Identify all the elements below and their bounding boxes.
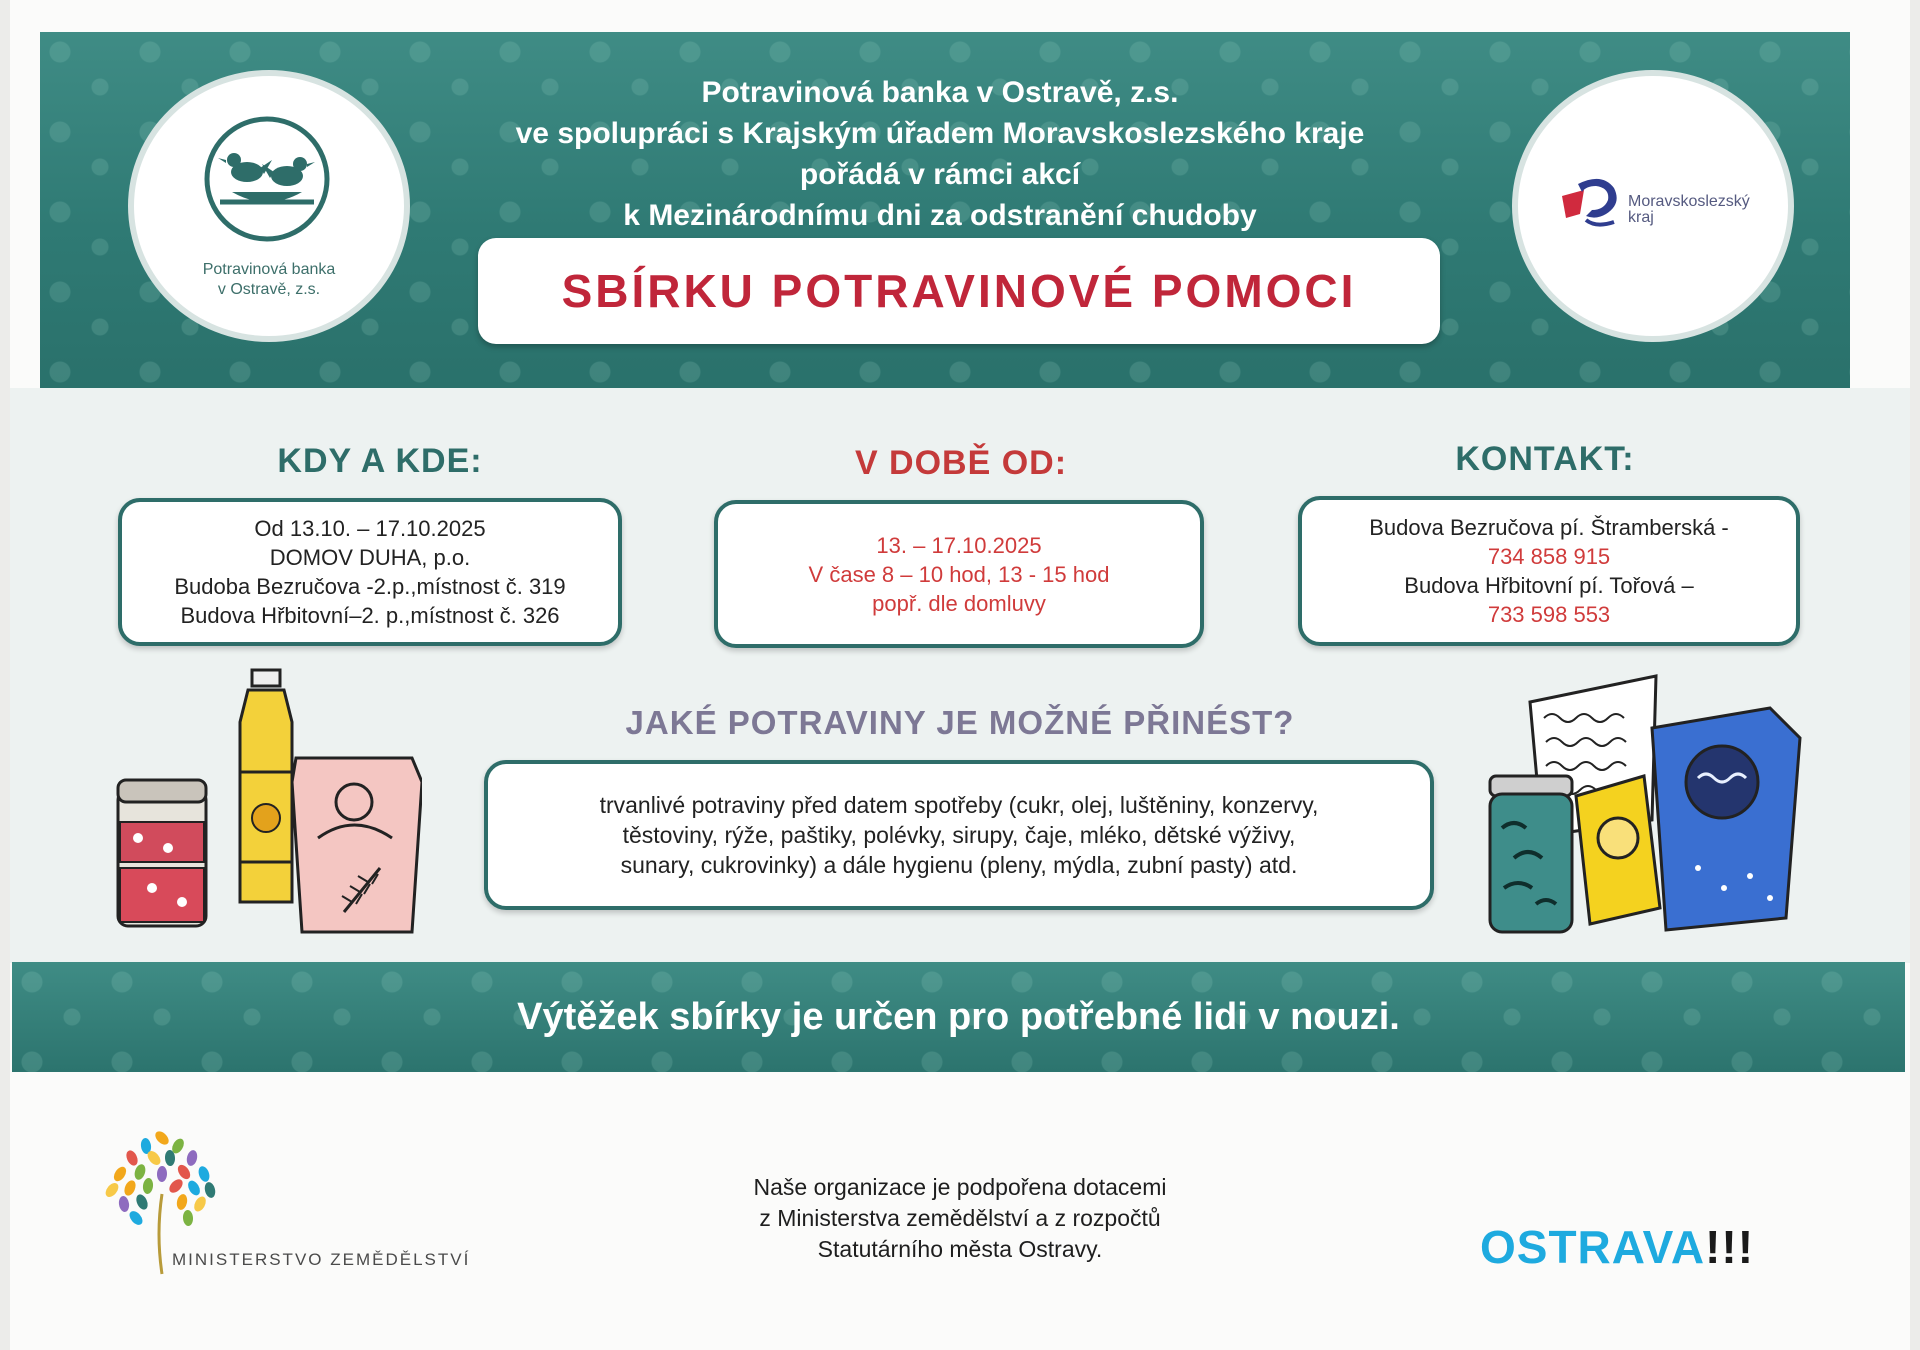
tree-leaf [118,1195,130,1212]
tree-leaf [175,1193,188,1211]
tree-leaf [157,1166,168,1182]
tree-leaf [186,1179,203,1198]
tree-leaf [111,1165,128,1184]
groceries-right-illustration [1484,668,1804,940]
contact-1-phone: 734 858 915 [1487,544,1611,569]
flour-bag-icon [292,758,422,932]
region-name-line-2: kraj [1628,209,1654,226]
time-hours: V čase 8 – 10 hod, 13 - 15 hod [808,561,1110,587]
bean-jar-icon [118,780,206,926]
region-logo-text [1628,194,1750,226]
accepted-food-line-2: těstoviny, rýže, paštiky, polévky, sirupy, čaje, mléko, dětské výživy, [622,822,1296,848]
title-box [478,238,1440,344]
food-bank-caption [134,260,404,300]
food-bank-caption-line-2: v Ostravě, z.s. [217,281,321,298]
region-name-line-1: Moravskoslezský [1628,193,1750,210]
organizer-line: Potravinová banka v Ostravě, z.s. [701,76,1179,109]
kontakt-box [1298,496,1800,646]
funding-note [640,1172,1280,1265]
purpose-band [12,962,1905,1072]
event-line: pořádá v rámci akcí [799,158,1081,191]
contact-1-name: Budova Bezručova pí. Štramberská - [1369,515,1729,540]
tree-leaf [197,1165,212,1183]
header-text [440,72,1440,236]
tree-leaf [185,1149,198,1167]
cookie-box-icon [1576,776,1660,924]
ostrava-exclamations: !!! [1705,1221,1755,1273]
groceries-left-illustration [112,662,422,942]
funding-line-2: z Ministerstva zemědělství a z rozpočtů [759,1205,1161,1231]
cooperation-line: ve spolupráci s Krajským úřadem Moravskoslezského kraje [515,117,1365,150]
tree-leaf [103,1181,121,1200]
time-dates: 13. – 17.10.2025 [876,532,1042,558]
time-note: popř. dle domluvy [872,590,1046,616]
food-bank-caption-line-1: Potravinová banka [202,261,336,278]
funding-line-1: Naše organizace je podpořena dotacemi [753,1174,1167,1200]
tree-leaf [142,1177,154,1194]
ostrava-word: OSTRAVA [1480,1221,1706,1273]
date-range: Od 13.10. – 17.10.2025 [254,516,486,541]
accepted-food-line-1: trvanlivé potraviny před datem spotřeby (cukr, olej, luštěniny, konzervy, [599,792,1319,818]
food-bank-logo [128,70,410,342]
v-dobe-od-heading: V DOBĚ OD: [854,444,1068,482]
location-2: Budova Hřbitovní–2. p.,místnost č. 326 [180,603,560,628]
accepted-food-heading: JAKÉ POTRAVINY JE MOŽNÉ PŘINÉST? [625,704,1295,741]
venue-name: DOMOV DUHA, p.o. [269,545,471,570]
poster-title: SBÍRKU POTRAVINOVÉ POMOCI [561,265,1357,317]
kdy-a-kde-box [118,498,622,646]
ostrava-logo [1480,1220,1754,1274]
tree-leaf [124,1149,140,1168]
region-logo [1512,70,1794,342]
tree-leaf [153,1129,171,1147]
v-dobe-od-box [714,500,1204,648]
tree-leaf [167,1177,185,1195]
kontakt-heading: KONTAKT: [1455,440,1635,478]
two-birds-bowl-logo-icon [202,114,332,244]
cereal-box-icon [1652,708,1800,930]
tree-leaf [122,1179,137,1198]
purpose-text: Výtěžek sbírky je určen pro potřebné lidi v nouzi. [517,995,1400,1038]
ministry-label: MINISTERSTVO ZEMĚDĚLSTVÍ [172,1250,471,1269]
contact-2-name: Budova Hřbitovní pí. Tořová – [1404,573,1694,598]
contact-2-phone: 733 598 553 [1487,602,1611,627]
accepted-food-box [484,760,1434,910]
tree-leaf [182,1210,193,1227]
pickle-jar-icon [1490,776,1572,932]
moravskoslezsky-kraj-logo-icon [1556,174,1624,236]
tree-leaf [134,1193,150,1212]
oil-bottle-icon [240,670,292,902]
tree-leaf [127,1209,145,1228]
tree-leaf [192,1195,208,1214]
tree-leaf [133,1163,147,1181]
location-1: Budoba Bezručova -2.p.,místnost č. 319 [174,574,566,599]
occasion-line: k Mezinárodnímu dni za odstranění chudoby [623,199,1257,232]
funding-line-3: Statutárního města Ostravy. [817,1236,1103,1262]
tree-leaf [203,1181,217,1199]
accepted-food-line-3: sunary, cukrovinky) a dále hygienu (pleny, mýdla, zubní pasty) atd. [620,852,1298,878]
kdy-a-kde-heading: KDY A KDE: [277,442,483,480]
